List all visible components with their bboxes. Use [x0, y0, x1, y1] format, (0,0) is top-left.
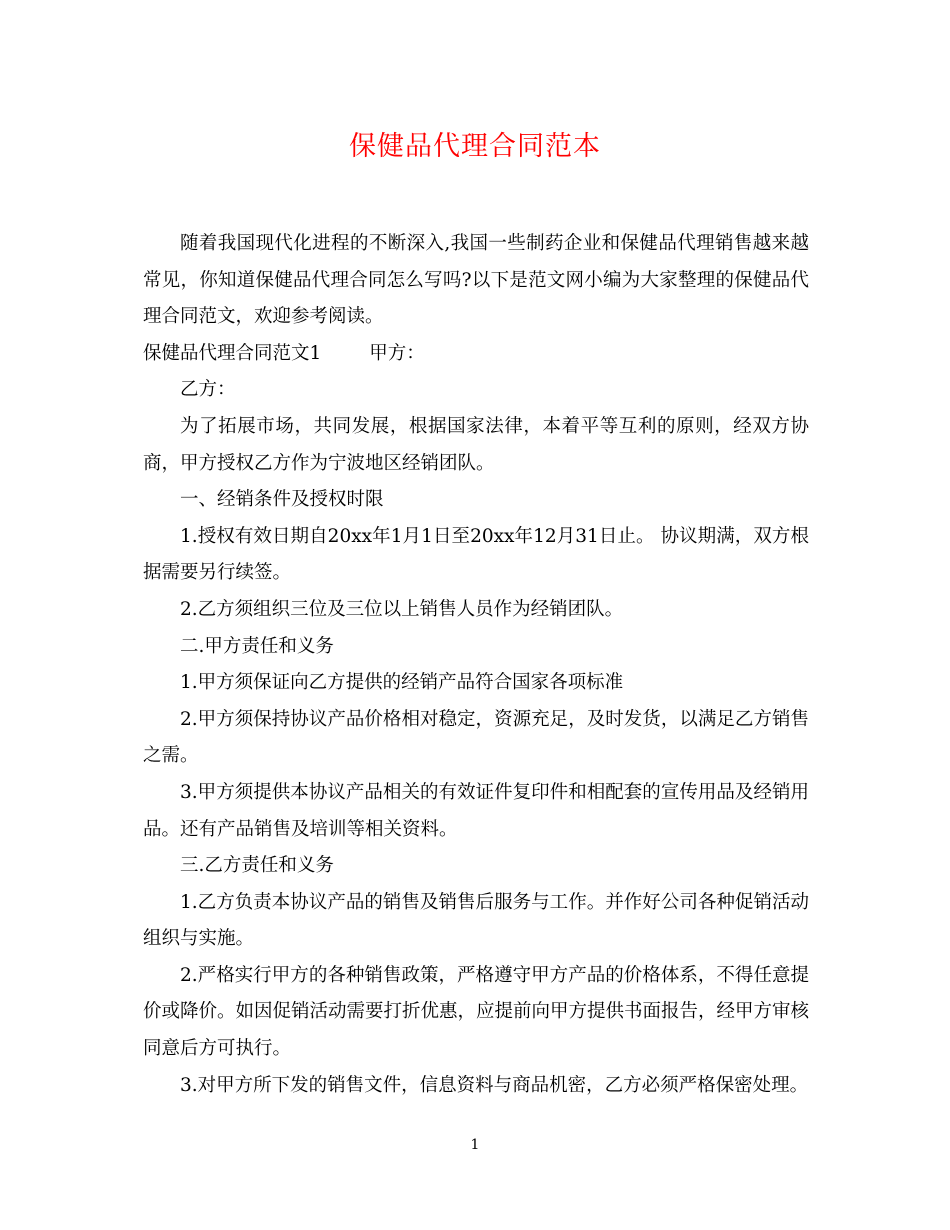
section-2-item: 2.甲方须保持协议产品价格相对稳定，资源充足，及时发货，以满足乙方销售之需。: [143, 708, 809, 767]
section-3-item: 2.严格实行甲方的各种销售政策，严格遵守甲方产品的价格体系，不得任意提价或降价。如因促销活动需要打折优惠，应提前向甲方提供书面报告，经甲方审核同意后方可执行。: [143, 964, 810, 1060]
intro-paragraph: 随着我国现代化进程的不断深入,我国一些制药企业和保健品代理销售越来越常见，你知道保健品代理合同怎么写吗?以下是范文网小编为大家整理的保健品代理合同范文，欢迎参考阅读。: [143, 233, 809, 328]
section-2-item: 1.甲方须保证向乙方提供的经销产品符合国家各项标准: [180, 672, 624, 694]
section-3-item: 1.乙方负责本协议产品的销售及销售后服务与工作。并作好公司各种促销活动组织与实施。: [143, 891, 809, 950]
document-body: [143, 226, 809, 1104]
sample-heading: 保健品代理合同范文1: [143, 342, 322, 364]
section-1-item: 2.乙方须组织三位及三位以上销售人员作为经销团队。: [180, 598, 624, 620]
section-2-heading: 二.甲方责任和义务: [180, 635, 334, 657]
section-2-item: 3.甲方须提供本协议产品相关的有效证件复印件和相配套的宣传用品及经销用品。还有产品销售及培训等相关资料。: [143, 781, 809, 840]
sample-heading-line: [143, 336, 809, 373]
party-a-label: 甲方：: [369, 342, 425, 364]
party-b-label: 乙方：: [180, 379, 236, 401]
preamble-paragraph: 为了拓展市场，共同发展，根据国家法律，本着平等互利的原则，经双方协商，甲方授权乙方作为宁波地区经销团队。: [143, 415, 809, 474]
section-3-heading: 三.乙方责任和义务: [180, 855, 334, 877]
section-1-heading: 一、经销条件及授权时限: [180, 489, 384, 511]
document-title: 保健品代理合同范本: [349, 131, 601, 162]
section-1-item: 1.授权有效日期自20xx年1月1日至20xx年12月31日止。 协议期满，双方根据需要另行续签。: [143, 525, 809, 584]
section-3-item: 3.对甲方所下发的销售文件，信息资料与商品机密，乙方必须严格保密处理。: [180, 1074, 809, 1096]
page-number: 1: [470, 1137, 480, 1153]
